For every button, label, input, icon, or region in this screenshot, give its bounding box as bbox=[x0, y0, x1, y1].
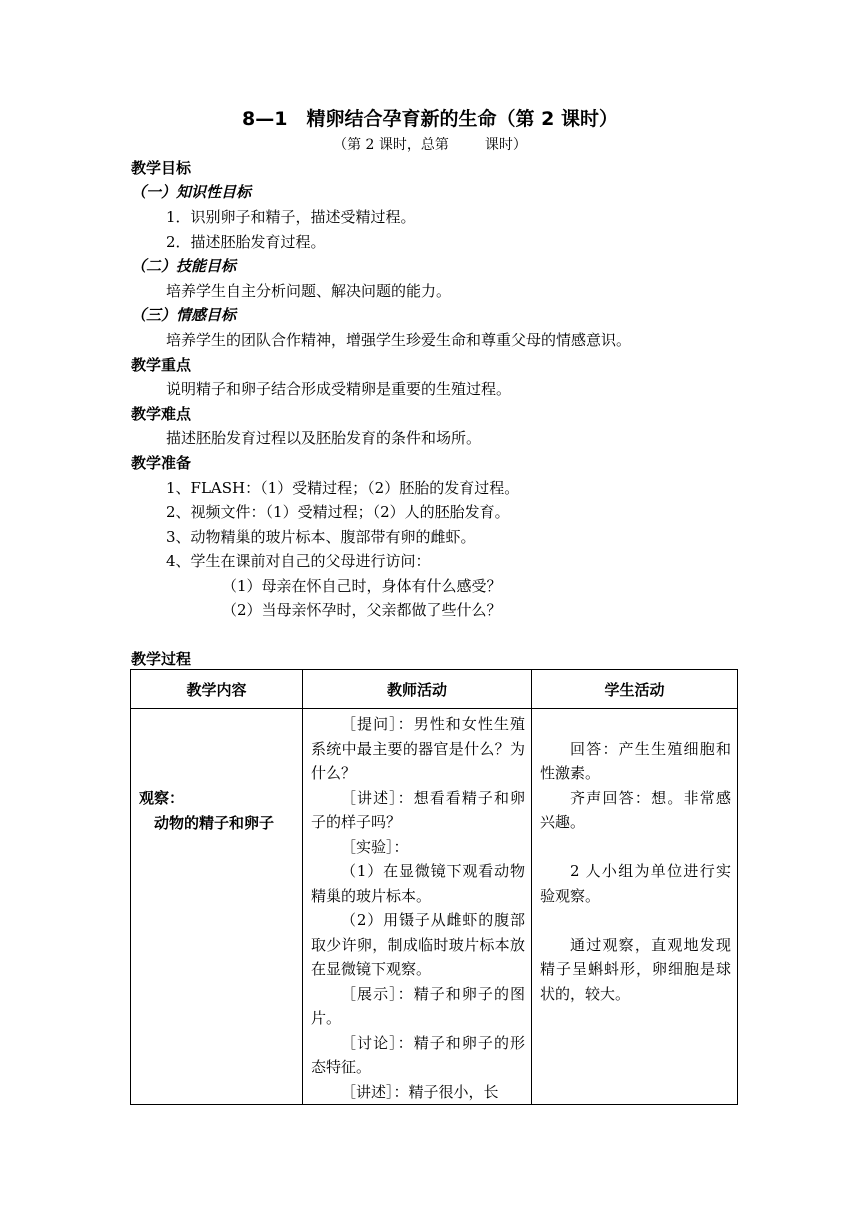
teacher-activity-para: （2）用镊子从雌虾的腹部取少许卵，制成临时玻片标本放在显微镜下观察。 bbox=[311, 911, 525, 978]
student-activity-para: 回答：产生生殖细胞和性激素。 bbox=[540, 739, 731, 782]
emotion-objective-text: 培养学生的团队合作精神，增强学生珍爱生命和尊重父母的情感意识。 bbox=[166, 331, 632, 349]
teacher-activity-para: ［实验］： bbox=[341, 837, 409, 856]
preparation-item-4: 4、学生在课前对自己的父母进行访问： bbox=[166, 552, 431, 570]
topic-line-2: 动物的精子和卵子 bbox=[154, 814, 275, 832]
table-row bbox=[131, 709, 738, 1105]
objectives-heading: 教学目标 bbox=[131, 159, 192, 177]
table-header-row bbox=[131, 670, 738, 709]
teacher-activity-cell bbox=[303, 709, 532, 1105]
teacher-activity-para: ［讲述］：想看看精子和卵子的样子吗？ bbox=[311, 788, 525, 831]
knowledge-item-2: 2．描述胚胎发育过程。 bbox=[166, 233, 326, 251]
student-activity-para: 通过观察，直观地发现精子呈蝌蚪形，卵细胞是球状的，较大。 bbox=[540, 935, 731, 1003]
student-activity-cell bbox=[532, 709, 738, 1105]
content-cell bbox=[131, 709, 303, 1105]
column-header-content: 教学内容 bbox=[131, 670, 303, 709]
spacer bbox=[540, 908, 731, 933]
knowledge-objective-heading: （一）知识性目标 bbox=[131, 183, 252, 201]
preparation-heading: 教学准备 bbox=[131, 454, 192, 472]
student-activity-para: 2 人小组为单位进行实验观察。 bbox=[540, 862, 731, 905]
preparation-item-2: 2、视频文件：（1）受精过程；（2）人的胚胎发育。 bbox=[166, 503, 510, 521]
column-header-teacher: 教师活动 bbox=[303, 670, 532, 709]
preparation-item-1: 1、FLASH：（1）受精过程；（2）胚胎的发育过程。 bbox=[166, 479, 520, 497]
subtitle-left: （第 2 课时，总第 bbox=[333, 137, 449, 153]
teaching-process-table bbox=[130, 669, 738, 1105]
teacher-activity-para: ［展示］：精子和卵子的图片。 bbox=[311, 984, 525, 1027]
knowledge-item-1: 1．识别卵子和精子，描述受精过程。 bbox=[166, 208, 416, 226]
spacer bbox=[540, 712, 731, 737]
difficulty-heading: 教学难点 bbox=[131, 405, 192, 423]
student-activity-para: 齐声回答：想。非常感兴趣。 bbox=[540, 788, 731, 831]
key-point-text: 说明精子和卵子结合形成受精卵是重要的生殖过程。 bbox=[166, 380, 512, 398]
spacer bbox=[540, 835, 731, 860]
emotion-objective-heading: （三）情感目标 bbox=[131, 306, 237, 324]
skill-objective-heading: （二）技能目标 bbox=[131, 257, 237, 275]
skill-objective-text: 培养学生自主分析问题、解决问题的能力。 bbox=[166, 282, 452, 300]
topic-label bbox=[139, 786, 274, 836]
lesson-subtitle bbox=[0, 134, 860, 154]
teacher-activity-para: ［提问］：男性和女性生殖系统中最主要的器官是什么？为什么？ bbox=[311, 715, 525, 782]
teacher-activity-para: ［讲述］：精子很小，长 bbox=[341, 1082, 499, 1101]
teacher-activity-para: ［讨论］：精子和卵子的形态特征。 bbox=[311, 1033, 525, 1076]
process-heading: 教学过程 bbox=[131, 650, 192, 668]
teacher-activity-para: （1）在显微镜下观看动物精巢的玻片标本。 bbox=[311, 862, 525, 905]
interview-question-2: （2）当母亲怀孕时，父亲都做了些什么？ bbox=[222, 601, 502, 619]
subtitle-right: 课时） bbox=[484, 137, 527, 153]
page-title: 8—1 精卵结合孕育新的生命（第 2 课时） bbox=[242, 108, 618, 130]
topic-line-1: 观察： bbox=[139, 789, 185, 807]
preparation-item-3: 3、动物精巢的玻片标本、腹部带有卵的雌虾。 bbox=[166, 528, 476, 546]
difficulty-text: 描述胚胎发育过程以及胚胎发育的条件和场所。 bbox=[166, 429, 482, 447]
interview-question-1: （1）母亲在怀自己时，身体有什么感受？ bbox=[222, 577, 502, 595]
column-header-student: 学生活动 bbox=[532, 670, 738, 709]
key-point-heading: 教学重点 bbox=[131, 356, 192, 374]
